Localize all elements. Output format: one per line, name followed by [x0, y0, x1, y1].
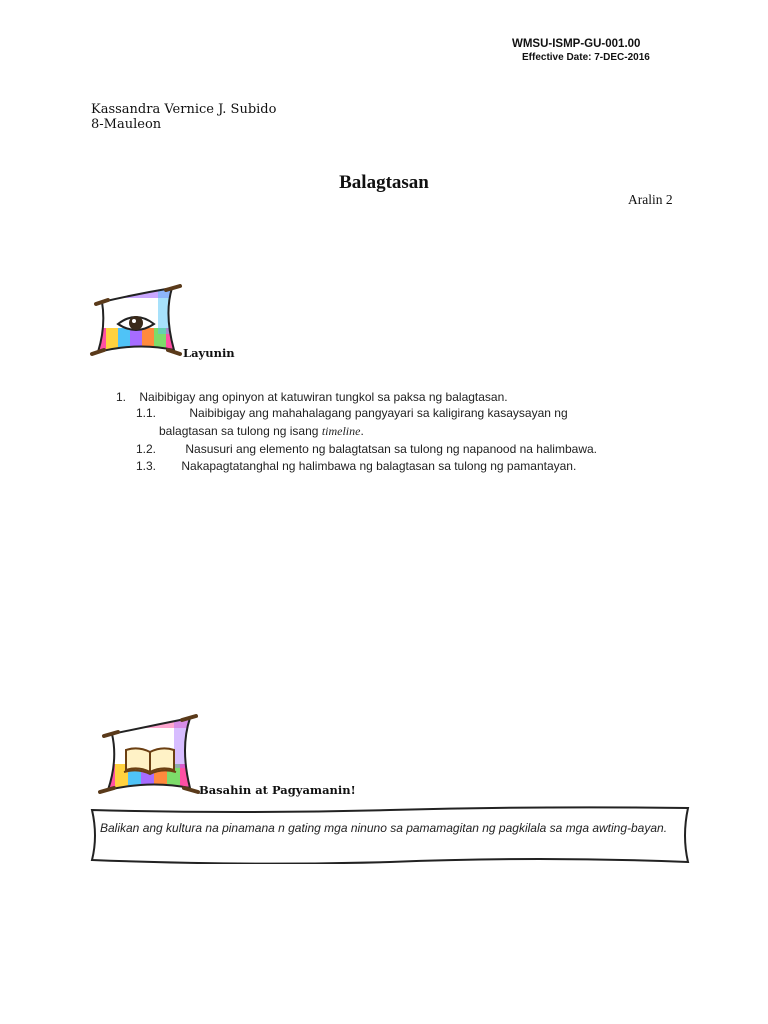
- eye-icon: [88, 284, 184, 358]
- page-title: Balagtasan: [339, 172, 429, 193]
- effective-date: Effective Date: 7-DEC-2016: [522, 52, 650, 63]
- item-text-end: .: [360, 424, 364, 438]
- item-text-continued: balagtasan sa tulong ng isang: [159, 424, 319, 438]
- item-text: Naibibigay ang opinyon at katuwiran tungkol sa paksa ng balagtasan.: [139, 390, 508, 404]
- book-icon: [98, 712, 200, 796]
- item-text: Nasusuri ang elemento ng balagtatsan sa tulong ng napanood na halimbawa.: [185, 442, 597, 456]
- layunin-heading: Layunin: [183, 346, 235, 360]
- list-item-continuation: [159, 424, 364, 439]
- lesson-number: Aralin 2: [628, 192, 673, 207]
- item-text: Naibibigay ang mahahalagang pangyayari sa kaligirang kasaysayan ng: [189, 406, 568, 420]
- student-info: [91, 102, 276, 132]
- item-number: 1.1.: [136, 406, 157, 420]
- list-item: [116, 390, 508, 404]
- list-item: [136, 459, 576, 473]
- instruction-text: Balikan ang kultura na pinamana n gating mga ninuno sa pamamagitan ng pagkilala sa mga awting-bayan.: [100, 821, 668, 835]
- list-item: [136, 406, 568, 420]
- student-name: Kassandra Vernice J. Subido: [91, 102, 277, 117]
- item-number: 1.3.: [136, 459, 157, 473]
- timeline-term: timeline: [321, 424, 361, 438]
- document-code: WMSU-ISMP-GU-001.00: [512, 38, 641, 50]
- item-number: 1.2.: [136, 442, 157, 456]
- student-section: 8-Mauleon: [91, 117, 162, 132]
- item-number: 1.: [116, 390, 127, 404]
- item-text: Nakapagtatanghal ng halimbawa ng balagtasan sa tulong ng pamantayan.: [181, 459, 577, 473]
- basahin-heading: Basahin at Pagyamanin!: [199, 783, 356, 797]
- list-item: [136, 442, 597, 456]
